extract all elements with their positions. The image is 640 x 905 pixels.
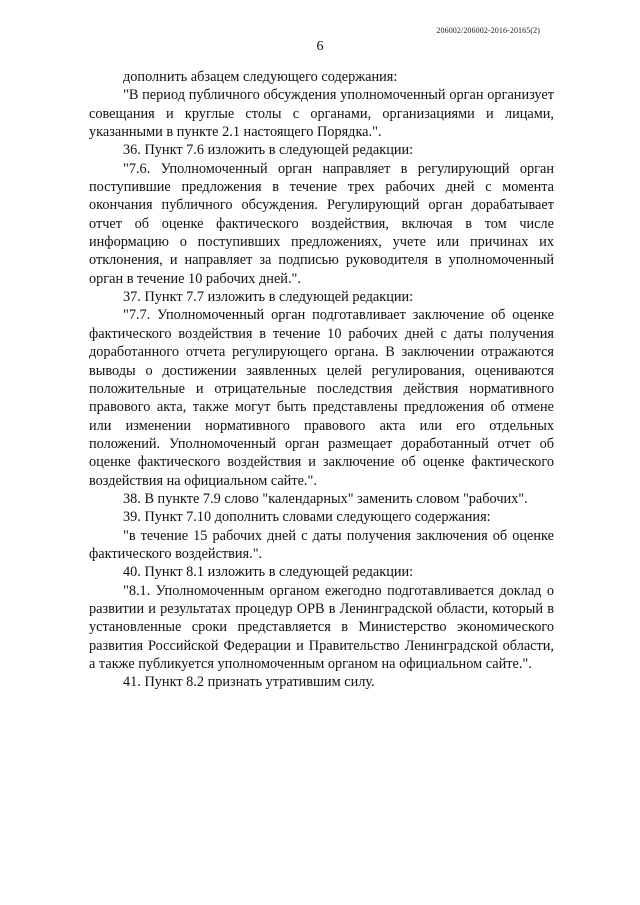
page-number: 6 (316, 39, 324, 54)
paragraph-quote-7-10: "в течение 15 рабочих дней с даты получения заключения об оценке фактического воздействия.". (89, 527, 554, 562)
paragraph-item-36: 36. Пункт 7.6 изложить в следующей редакции: (123, 142, 414, 159)
document-body (89, 68, 554, 692)
paragraph-item-37: 37. Пункт 7.7 изложить в следующей редакции: (123, 289, 414, 306)
paragraph-item-41: 41. Пункт 8.2 признать утратившим силу. (123, 674, 375, 691)
paragraph-item-40: 40. Пункт 8.1 изложить в следующей редакции: (123, 564, 414, 581)
paragraph-quote-public-discussion: "В период публичного обсуждения уполномоченный орган организует совещания и круглые столы с органами, организациями и лицами, указанными в пункте 2.1 настоящего Порядка.". (89, 87, 554, 141)
paragraph-item-39: 39. Пункт 7.10 дополнить словами следующего содержания: (123, 509, 491, 526)
paragraph-intro: дополнить абзацем следующего содержания: (123, 69, 398, 85)
paragraph-item-38: 38. В пункте 7.9 слово "календарных" заменить словом "рабочих". (123, 490, 528, 507)
paragraph-quote-8-1: "8.1. Уполномоченным органом ежегодно подготавливается доклад о развитии и результатах процедур ОРВ в Ленинградской области, который в установленные сроки представляется в Министерство экономического развития Российской Федерации и Правительство Ленинградской области, а также публикуется уполномоченным органом на официальном сайте.". (89, 582, 554, 672)
paragraph-quote-7-6: "7.6. Уполномоченный орган направляет в регулирующий орган поступившие предложения в течение трех рабочих дней с момента окончания публичного обсуждения. Регулирующий орган дорабатывает отчет об оценке фактического воздействия, включая в том числе информацию о поступивших предложениях, учете или причинах их отклонения, и направляет за подписью руководителя в уполномоченный орган в течение 10 рабочих дней.". (89, 160, 554, 287)
paragraph-quote-7-7: "7.7. Уполномоченный орган подготавливает заключение об оценке фактического воздействия в течение 10 рабочих дней с даты получения доработанного отчета регулирующего органа. В заключении отражаются выводы о достижении заявленных целей регулирования, оцениваются положительные и отрицательные последствия действия нормативного правового акта, также могут быть представлены предложения об отмене или изменении нормативного правового акта или его отдельных положений. Уполномоченный орган размещает доработанный отчет об оценке фактического воздействия и заключение об оценке фактического воздействия на официальном сайте.". (89, 307, 554, 489)
document-registration-number: 206002/206002-2016-20165(2) (436, 26, 540, 35)
